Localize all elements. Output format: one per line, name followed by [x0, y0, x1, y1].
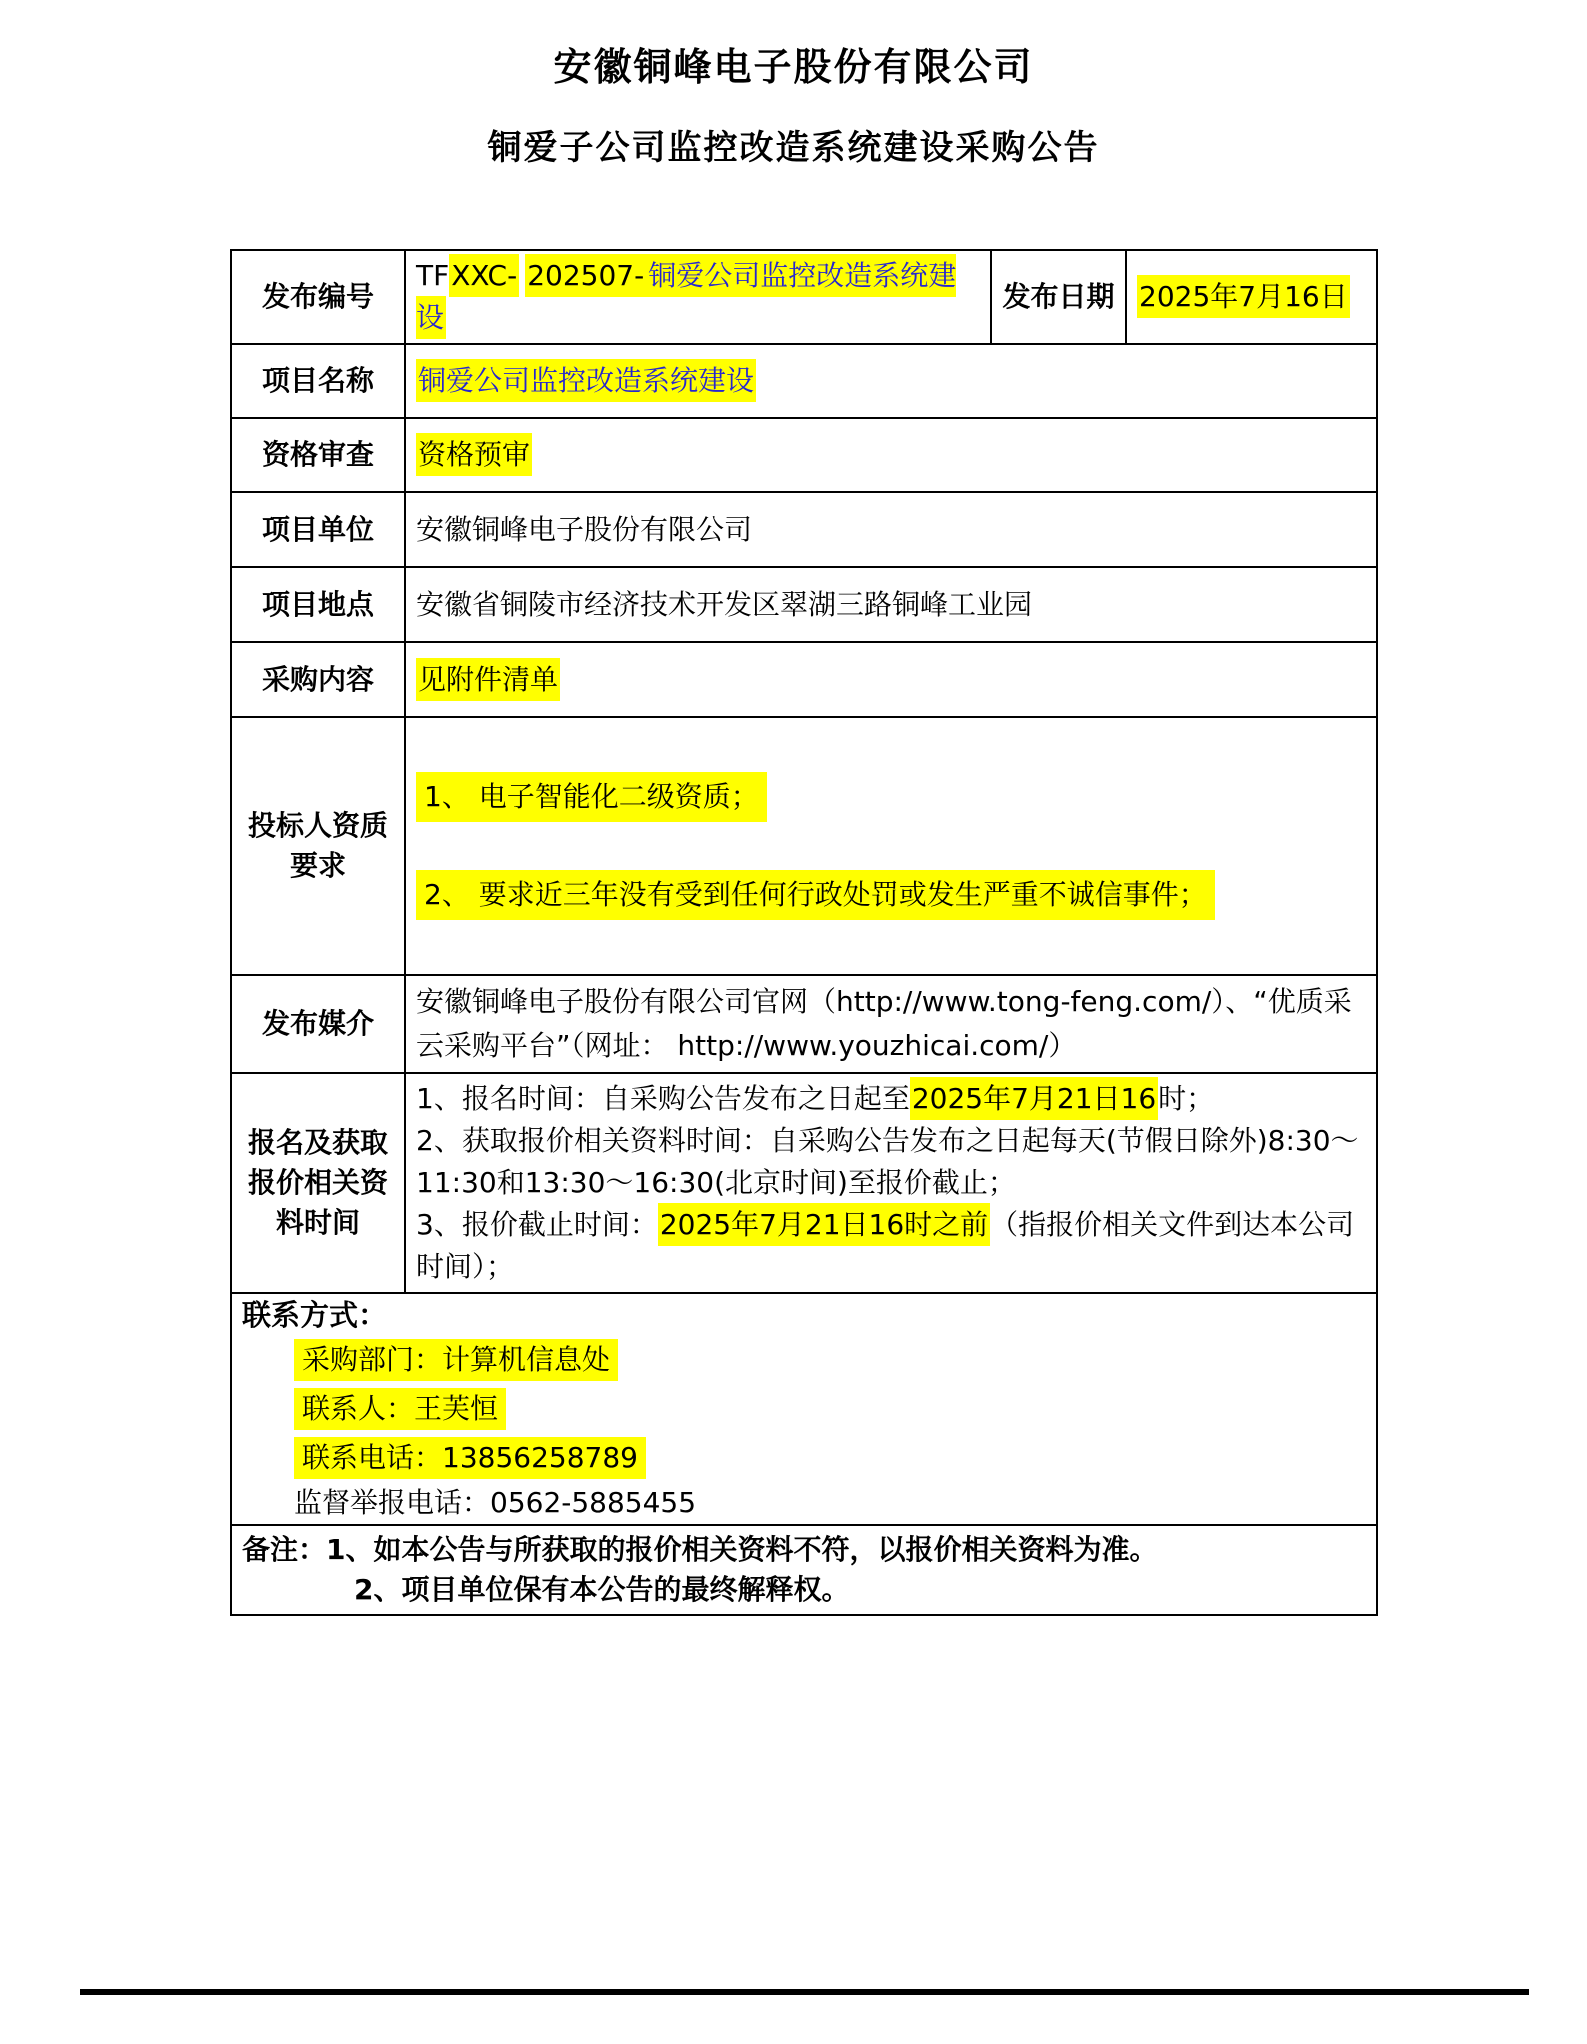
table-row-remarks — [231, 1525, 1377, 1615]
procurement-content-value — [405, 642, 1377, 717]
supervision-phone — [294, 1486, 1366, 1520]
table-row-bidder-qualification — [231, 717, 1377, 975]
announcement-table — [230, 249, 1378, 1616]
highlighted-qualification-item: 2、 要求近三年没有受到任何行政处罚或发生严重不诚信事件； — [416, 870, 1215, 920]
project-unit-value — [405, 492, 1377, 567]
highlighted-project-name: 铜爱公司监控改造系统建设 — [416, 359, 756, 402]
page-subtitle: 铜爱子公司监控改造系统建设采购公告 — [487, 128, 1100, 168]
remark-line1 — [242, 1530, 1366, 1570]
qualification-review-value — [405, 418, 1377, 492]
highlighted-deadline: 2025年7月21日16时之前 — [658, 1203, 990, 1246]
table-row-registration-time — [231, 1073, 1377, 1293]
project-unit-text: 安徽铜峰电子股份有限公司 — [416, 512, 753, 546]
time-text: 3、报价截止时间： — [416, 1208, 658, 1241]
table-row-procurement-content — [231, 642, 1377, 717]
registration-time-label — [231, 1073, 405, 1293]
remark-note2: 2、项目单位保有本公告的最终解释权。 — [354, 1573, 850, 1606]
contact-department — [294, 1339, 1366, 1381]
publish-number-value — [405, 250, 991, 344]
project-name-value — [405, 344, 1377, 418]
time-text: 时； — [1158, 1082, 1215, 1115]
registration-time-item2 — [416, 1120, 1366, 1204]
registration-time-value — [405, 1073, 1377, 1293]
remark-note1: 1、如本公告与所获取的报价相关资料不符，以报价相关资料为准。 — [326, 1533, 1158, 1566]
page-title: 安徽铜峰电子股份有限公司 — [553, 45, 1034, 89]
bidder-qualification-label-line1: 投标人资质 — [247, 809, 388, 842]
qualification-review-label: 资格审查 — [231, 418, 405, 492]
page-footer-rule — [80, 1989, 1529, 1995]
registration-time-item3 — [416, 1204, 1366, 1288]
supervision-phone-text: 监督举报电话：0562-5885455 — [294, 1486, 697, 1519]
remark-line2 — [242, 1570, 1366, 1610]
table-row-project-unit — [231, 492, 1377, 567]
publish-number-label: 发布编号 — [231, 250, 405, 344]
highlighted-contact-person: 联系人：王芙恒 — [294, 1388, 506, 1430]
highlighted-project-name: 铜爱公司监控改造系统建设 — [416, 254, 956, 339]
table-row-publish-media — [231, 975, 1377, 1073]
project-name-label: 项目名称 — [231, 344, 405, 418]
registration-time-label-line3: 料时间 — [275, 1206, 360, 1239]
project-location-text: 安徽省铜陵市经济技术开发区翠湖三路铜峰工业园 — [416, 587, 1033, 621]
contact-phone — [294, 1437, 1366, 1479]
contact-person — [294, 1388, 1366, 1430]
contact-info-cell — [231, 1293, 1377, 1525]
time-text: （指报价相关文件到达本公司时间）； — [416, 1208, 1355, 1283]
bidder-qualification-label-line2: 要求 — [289, 849, 346, 882]
publish-number-prefix: TF — [416, 259, 450, 292]
table-row-qualification-review — [231, 418, 1377, 492]
publish-media-value — [405, 975, 1377, 1073]
registration-time-label-line2: 报价相关资 — [247, 1166, 388, 1199]
publish-date-label: 发布日期 — [991, 250, 1126, 344]
publish-date-value — [1126, 250, 1377, 344]
publish-media-text: 安徽铜峰电子股份有限公司官网（http://www.tong-feng.com/）、“优质采云采购平台”（网址： http://www.youzhicai.com/） — [416, 985, 1352, 1062]
highlighted-contact-phone: 联系电话：13856258789 — [294, 1437, 646, 1479]
remarks-cell — [231, 1525, 1377, 1615]
bidder-qualification-value — [405, 717, 1377, 975]
highlighted-text: XXC- — [449, 254, 519, 297]
project-location-label: 项目地点 — [231, 567, 405, 642]
table-row-project-name — [231, 344, 1377, 418]
contact-heading: 联系方式： — [242, 1298, 388, 1332]
remark-prefix: 备注： — [242, 1533, 327, 1566]
highlighted-text: 见附件清单 — [416, 658, 560, 701]
table-row-project-location — [231, 567, 1377, 642]
registration-time-item1 — [416, 1078, 1366, 1120]
table-row-publish-number — [231, 250, 1377, 344]
table-row-contact-info — [231, 1293, 1377, 1525]
project-location-value — [405, 567, 1377, 642]
highlighted-deadline: 2025年7月21日16 — [910, 1077, 1158, 1120]
time-text: 1、报名时间：自采购公告发布之日起至 — [416, 1082, 910, 1115]
procurement-content-label: 采购内容 — [231, 642, 405, 717]
time-text: 2、获取报价相关资料时间：自采购公告发布之日起每天(节假日除外)8:30～11:30和13:30～16:30(北京时间)至报价截止； — [416, 1124, 1359, 1199]
highlighted-contact-department: 采购部门：计算机信息处 — [294, 1339, 618, 1381]
highlighted-date: 2025年7月16日 — [1137, 275, 1350, 318]
highlighted-text: 资格预审 — [416, 433, 532, 476]
bidder-qualification-label — [231, 717, 405, 975]
project-unit-label: 项目单位 — [231, 492, 405, 567]
highlighted-qualification-item: 1、 电子智能化二级资质； — [416, 772, 767, 822]
publish-media-label: 发布媒介 — [231, 975, 405, 1073]
registration-time-label-line1: 报名及获取 — [247, 1126, 388, 1159]
highlighted-text: 202507- — [525, 254, 646, 297]
